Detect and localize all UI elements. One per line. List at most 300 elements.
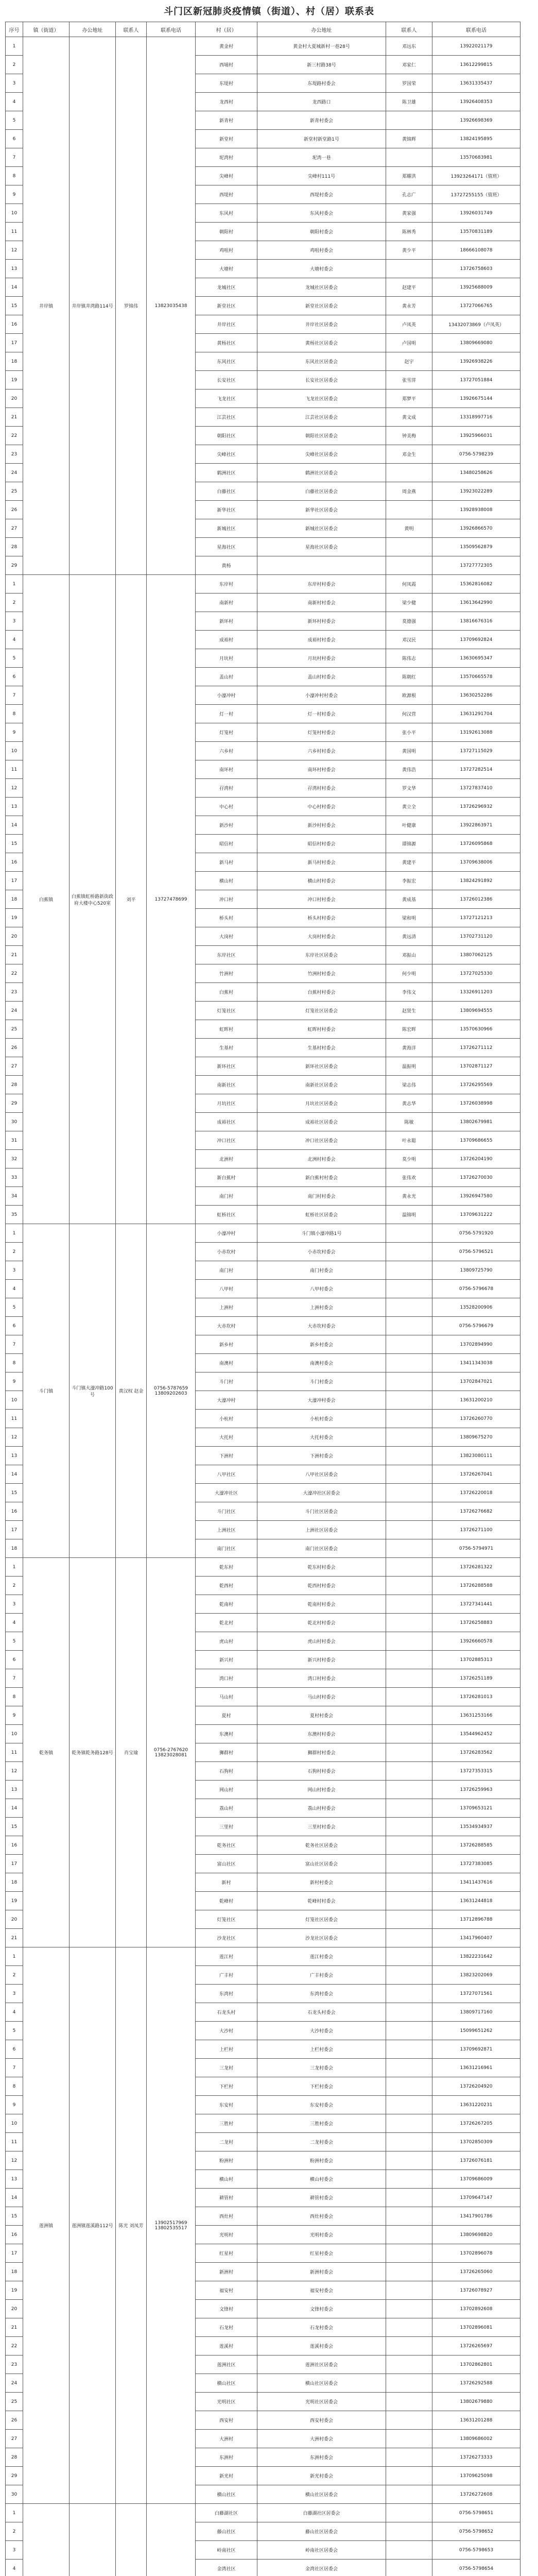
- village-phone: 13411343038: [432, 1354, 520, 1372]
- village-contact: [386, 1335, 432, 1354]
- village-contact: 何汉营: [386, 705, 432, 723]
- village-contact: [386, 1317, 432, 1335]
- row-index: 30: [6, 2485, 23, 2504]
- row-index: 18: [6, 1873, 23, 1892]
- village-phone: 13726272608: [432, 2485, 520, 2504]
- village-address: 中心村村委会: [257, 798, 386, 816]
- village-phone: 13926947580: [432, 1187, 520, 1206]
- village-name: 湾口村: [196, 1669, 257, 1688]
- row-index: 14: [6, 1465, 23, 1484]
- village-name: 乾北村: [196, 1614, 257, 1632]
- town-address: 井岸镇井湾路114号: [70, 37, 116, 575]
- village-phone: 13809698820: [432, 2226, 520, 2244]
- village-contact: 卢凤英: [386, 315, 432, 334]
- row-index: 13: [6, 1447, 23, 1465]
- town-contact: [116, 2504, 147, 2576]
- village-address: 新沙村村委会: [257, 816, 386, 835]
- village-address: 月坑社区居委会: [257, 1094, 386, 1113]
- village-phone: 13809725790: [432, 1261, 520, 1280]
- village-name: 马山村: [196, 1688, 257, 1706]
- row-index: 6: [6, 130, 23, 148]
- village-phone: 13922021179: [432, 37, 520, 56]
- village-address: 上洲社区居委会: [257, 1521, 386, 1539]
- town-name: 井岸镇: [23, 37, 70, 575]
- village-address: 长安社区居委会: [257, 371, 386, 389]
- row-index: 17: [6, 1521, 23, 1539]
- village-address: 冲口村村委会: [257, 890, 386, 909]
- village-phone: 13809694555: [432, 1002, 520, 1020]
- village-contact: [386, 1428, 432, 1447]
- row-index: 4: [6, 93, 23, 111]
- village-contact: [386, 1669, 432, 1688]
- row-index: 3: [6, 2541, 23, 2560]
- village-phone: 13727837410: [432, 779, 520, 798]
- village-address: 新洲村委会: [257, 2263, 386, 2281]
- village-name: 小濠冲村: [196, 1224, 257, 1243]
- village-phone: 13727051884: [432, 371, 520, 389]
- village-address: 上洲村委会: [257, 1298, 386, 1317]
- village-address: 乾东村村委会: [257, 1558, 386, 1577]
- village-phone: 13630252286: [432, 686, 520, 705]
- village-contact: [386, 1818, 432, 1836]
- village-address: 富山社区居委会: [257, 1855, 386, 1873]
- village-name: 沙龙社区: [196, 1929, 257, 1947]
- village-address: 石狗村村委会: [257, 1762, 386, 1781]
- row-index: 15: [6, 2207, 23, 2226]
- village-address: 乾峰村村委会: [257, 1892, 386, 1910]
- village-name: 南新村: [196, 594, 257, 612]
- village-phone: 13702892608: [432, 2300, 520, 2318]
- village-name: 下栏村: [196, 2077, 257, 2096]
- row-index: 7: [6, 686, 23, 705]
- village-phone: 0756-5796678: [432, 1280, 520, 1298]
- row-index: 9: [6, 185, 23, 204]
- village-contact: [386, 1743, 432, 1762]
- row-index: 21: [6, 408, 23, 427]
- row-index: 2: [6, 594, 23, 612]
- row-index: 4: [6, 2003, 23, 2022]
- village-address: 成裕村村委会: [257, 631, 386, 649]
- village-name: 朝阳村: [196, 223, 257, 241]
- village-address: 龙城社区居委会: [257, 278, 386, 297]
- town-address: [70, 2504, 116, 2576]
- village-name: 南澳村: [196, 1354, 257, 1372]
- village-contact: 陈敏: [386, 1113, 432, 1131]
- row-index: 21: [6, 946, 23, 964]
- column-header: 联系人: [386, 22, 432, 37]
- village-address: 新堂社区居委会: [257, 297, 386, 315]
- table-row: [6, 575, 520, 594]
- row-index: 3: [6, 74, 23, 93]
- row-index: 21: [6, 2318, 23, 2337]
- village-contact: [386, 1725, 432, 1743]
- village-address: 大濠冲村委会: [257, 1391, 386, 1410]
- village-address: 虹桥社区居委会: [257, 1206, 386, 1224]
- village-address: 乾南村村委会: [257, 1595, 386, 1614]
- village-phone: 13809717160: [432, 2003, 520, 2022]
- town-phone: 0756-2767620 13823028081: [147, 1558, 196, 1947]
- village-contact: [386, 2096, 432, 2114]
- table-row: [6, 1224, 520, 1243]
- village-address: 东湾村委会: [257, 1985, 386, 2003]
- village-contact: [386, 1354, 432, 1372]
- village-phone: 13726281013: [432, 1688, 520, 1706]
- village-name: 黄金村: [196, 37, 257, 56]
- village-address: 灯笼村村委会: [257, 723, 386, 742]
- village-contact: 罗文华: [386, 779, 432, 798]
- village-contact: [386, 1873, 432, 1892]
- row-index: 14: [6, 278, 23, 297]
- village-address: 下栏村委会: [257, 2077, 386, 2096]
- village-name: 莲江村: [196, 1947, 257, 1966]
- village-phone: 13534934937: [432, 1818, 520, 1836]
- row-index: 20: [6, 1910, 23, 1929]
- row-index: 2: [6, 1966, 23, 1985]
- village-address: 三里村村委会: [257, 1818, 386, 1836]
- town-address: 莲洲镇莲溪路112号: [70, 1947, 116, 2504]
- village-contact: [386, 2467, 432, 2485]
- village-phone: 13709692824: [432, 631, 520, 649]
- village-name: 上栏村: [196, 2040, 257, 2059]
- row-index: 10: [6, 2114, 23, 2133]
- village-contact: 李振宏: [386, 872, 432, 890]
- village-phone: 13726758603: [432, 260, 520, 278]
- village-phone: 13528200906: [432, 1298, 520, 1317]
- row-index: 8: [6, 2077, 23, 2096]
- village-name: 横山社区: [196, 2374, 257, 2393]
- row-index: 29: [6, 2467, 23, 2485]
- village-contact: 赵建平: [386, 278, 432, 297]
- village-phone: 13726038998: [432, 1094, 520, 1113]
- village-phone: 13802679880: [432, 2393, 520, 2411]
- row-index: 2: [6, 1243, 23, 1261]
- village-phone: 13922863971: [432, 816, 520, 835]
- village-phone: 13318997716: [432, 408, 520, 427]
- village-contact: 梁志伟: [386, 1076, 432, 1094]
- village-address: 坭湾一巷: [257, 148, 386, 167]
- village-phone: 0756-5796679: [432, 1317, 520, 1335]
- village-phone: 13709625098: [432, 2467, 520, 2485]
- village-name: 新马村: [196, 853, 257, 872]
- row-index: 1: [6, 37, 23, 56]
- row-index: 10: [6, 204, 23, 223]
- village-address: 新环社区居委会: [257, 1057, 386, 1076]
- village-contact: [386, 2337, 432, 2355]
- village-phone: 13809675270: [432, 1428, 520, 1447]
- village-contact: [386, 2244, 432, 2263]
- village-address: 成裕社区居委会: [257, 1113, 386, 1131]
- village-phone: 13631220231: [432, 2096, 520, 2114]
- row-index: 30: [6, 1113, 23, 1131]
- village-name: 富山社区: [196, 1855, 257, 1873]
- village-name: 福安村: [196, 2281, 257, 2300]
- village-name: 乾东村: [196, 1558, 257, 1577]
- row-index: 5: [6, 2022, 23, 2040]
- row-index: 29: [6, 1094, 23, 1113]
- village-name: 新环村: [196, 612, 257, 631]
- village-contact: [386, 2133, 432, 2151]
- town-address: 斗门镇大濠冲路100号: [70, 1224, 116, 1558]
- village-address: 乾北村村委会: [257, 1614, 386, 1632]
- row-index: 24: [6, 464, 23, 482]
- column-header: 联系电话: [147, 22, 196, 37]
- row-index: 35: [6, 1206, 23, 1224]
- village-name: 二龙村: [196, 2133, 257, 2151]
- village-phone: 13702847021: [432, 1372, 520, 1391]
- row-index: 1: [6, 575, 23, 594]
- village-contact: [386, 2077, 432, 2096]
- village-contact: 陈伟志: [386, 649, 432, 668]
- village-address: 南门村委会: [257, 1261, 386, 1280]
- village-name: 小赤坎村: [196, 1243, 257, 1261]
- village-name: 虹晖村: [196, 1020, 257, 1039]
- village-contact: 邓远东: [386, 37, 432, 56]
- table-body: [6, 37, 520, 2576]
- village-phone: 13926698369: [432, 111, 520, 130]
- village-phone: 13411437616: [432, 1873, 520, 1892]
- row-index: 4: [6, 631, 23, 649]
- village-address: 鸡咀村委会: [257, 241, 386, 260]
- town-contact: 刘平: [116, 575, 147, 1224]
- village-phone: 13192613088: [432, 723, 520, 742]
- row-index: 7: [6, 1335, 23, 1354]
- row-index: 23: [6, 2355, 23, 2374]
- village-name: 大塘村: [196, 260, 257, 278]
- village-name: 小杭村: [196, 1410, 257, 1428]
- town-contact: 陈光 刘凤芳: [116, 1947, 147, 2504]
- village-address: 荔山村村委会: [257, 1799, 386, 1818]
- village-phone: 13702731120: [432, 927, 520, 946]
- village-address: 红星村委会: [257, 2244, 386, 2263]
- village-phone: 13727121213: [432, 909, 520, 927]
- row-index: 8: [6, 1354, 23, 1372]
- row-index: 10: [6, 1725, 23, 1743]
- village-phone: 13570831189: [432, 223, 520, 241]
- village-contact: 黄文成: [386, 408, 432, 427]
- row-index: 28: [6, 538, 23, 556]
- village-name: 新沙村: [196, 816, 257, 835]
- village-contact: [386, 111, 432, 130]
- village-contact: [386, 2114, 432, 2133]
- village-contact: [386, 1781, 432, 1799]
- village-name: 大濠冲村: [196, 1391, 257, 1410]
- village-contact: [386, 1243, 432, 1261]
- village-name: 夏村: [196, 1706, 257, 1725]
- row-index: 25: [6, 2393, 23, 2411]
- village-name: 竹洲村: [196, 964, 257, 983]
- row-index: 5: [6, 111, 23, 130]
- village-address: 粉洲村委会: [257, 2151, 386, 2170]
- village-contact: [386, 2281, 432, 2300]
- village-name: 三龙村: [196, 2059, 257, 2077]
- village-contact: [386, 1947, 432, 1966]
- row-index: 18: [6, 2263, 23, 2281]
- town-contact: 黄汉权 赵金: [116, 1224, 147, 1558]
- village-address: 生基村村委会: [257, 1039, 386, 1057]
- village-address: 新白蕉村村委会: [257, 1168, 386, 1187]
- row-index: 16: [6, 853, 23, 872]
- row-index: 1: [6, 1224, 23, 1243]
- town-phone: [147, 2504, 196, 2576]
- village-contact: [386, 1762, 432, 1781]
- row-index: 4: [6, 1280, 23, 1298]
- village-contact: [386, 1372, 432, 1391]
- village-address: 大塘村委会: [257, 260, 386, 278]
- village-address: 莲溪村委会: [257, 2337, 386, 2355]
- village-name: 大托村: [196, 1428, 257, 1447]
- row-index: 3: [6, 1261, 23, 1280]
- village-address: 南澳村委会: [257, 1354, 386, 1372]
- village-contact: [386, 1261, 432, 1280]
- town-phone: 13823035438: [147, 37, 196, 575]
- village-phone: 13709638006: [432, 853, 520, 872]
- village-contact: 黄国明: [386, 742, 432, 760]
- village-phone: 13544962452: [432, 1725, 520, 1743]
- village-address: 东风社区居委会: [257, 352, 386, 371]
- village-contact: 梁和明: [386, 909, 432, 927]
- village-address: 黄金村大夏城新村一巷28号: [257, 37, 386, 56]
- village-contact: [386, 1632, 432, 1651]
- row-index: 26: [6, 1039, 23, 1057]
- row-index: 10: [6, 1391, 23, 1410]
- village-name: 虎山村: [196, 1632, 257, 1651]
- village-address: [257, 556, 386, 575]
- row-index: 20: [6, 2300, 23, 2318]
- village-contact: [386, 1410, 432, 1428]
- village-address: 朝阳村委会: [257, 223, 386, 241]
- village-name: 荔山村: [196, 1799, 257, 1818]
- village-name: 新环社区: [196, 1057, 257, 1076]
- village-address: 斗门社区居委会: [257, 1502, 386, 1521]
- row-index: 14: [6, 1799, 23, 1818]
- town-phone: 13902517969 13802535517: [147, 1947, 196, 2504]
- village-contact: 莫德强: [386, 612, 432, 631]
- village-phone: 13727066765: [432, 297, 520, 315]
- village-address: 灯笼社区居委会: [257, 1002, 386, 1020]
- village-phone: 13712896788: [432, 1910, 520, 1929]
- village-contact: 郑耀洪: [386, 167, 432, 185]
- village-name: 新城社区: [196, 519, 257, 538]
- row-index: 8: [6, 705, 23, 723]
- row-index: 19: [6, 909, 23, 927]
- village-phone: 15099651262: [432, 2022, 520, 2040]
- village-name: 新洲村: [196, 2263, 257, 2281]
- column-header: 镇（街道）: [23, 22, 70, 37]
- village-name: 灯笼社区: [196, 1002, 257, 1020]
- table-row: [6, 37, 520, 56]
- village-contact: 黄明: [386, 519, 432, 538]
- row-index: 18: [6, 352, 23, 371]
- village-name: 八甲社区: [196, 1465, 257, 1484]
- village-address: 网山村村委会: [257, 1781, 386, 1799]
- village-phone: 13727255155（值班）: [432, 185, 520, 204]
- village-address: 虹晖村村委会: [257, 1020, 386, 1039]
- row-index: 27: [6, 2430, 23, 2448]
- village-name: 大濠冲社区: [196, 1484, 257, 1502]
- village-phone: 13726251189: [432, 1669, 520, 1688]
- row-index: 5: [6, 1632, 23, 1651]
- village-name: 白藤社区: [196, 482, 257, 501]
- village-name: 横山社区: [196, 2485, 257, 2504]
- village-contact: [386, 1614, 432, 1632]
- village-name: 小濠冲村: [196, 686, 257, 705]
- village-address: 大赤坎村委会: [257, 1317, 386, 1335]
- village-phone: 13726076181: [432, 2151, 520, 2170]
- row-index: 29: [6, 556, 23, 575]
- village-phone: 13417960407: [432, 1929, 520, 1947]
- row-index: 13: [6, 1781, 23, 1799]
- town-name: 乾务镇: [23, 1558, 70, 1947]
- village-name: 新华社区: [196, 501, 257, 519]
- village-name: 井岸社区: [196, 315, 257, 334]
- village-address: 南门社区居委会: [257, 1539, 386, 1558]
- row-index: 14: [6, 2189, 23, 2207]
- village-phone: 13823080111: [432, 1447, 520, 1465]
- village-contact: 郑梦平: [386, 389, 432, 408]
- village-address: 白藤社区居委会: [257, 482, 386, 501]
- village-contact: [386, 1484, 432, 1502]
- village-name: 西堤村: [196, 185, 257, 204]
- village-name: 东风社区: [196, 352, 257, 371]
- row-index: 25: [6, 1020, 23, 1039]
- village-address: 新兴村村委会: [257, 1651, 386, 1669]
- village-phone: 13816676316: [432, 612, 520, 631]
- village-phone: 13509562879: [432, 538, 520, 556]
- village-contact: [386, 1799, 432, 1818]
- village-contact: [386, 1465, 432, 1484]
- village-phone: 13926675144: [432, 389, 520, 408]
- village-contact: [386, 2430, 432, 2448]
- village-phone: 13709686655: [432, 1131, 520, 1150]
- village-name: 月坑社区: [196, 1094, 257, 1113]
- village-address: 新青村委会: [257, 111, 386, 130]
- village-phone: 13726078927: [432, 2281, 520, 2300]
- village-name: 横山村: [196, 2170, 257, 2189]
- row-index: 1: [6, 2504, 23, 2522]
- village-name: 尖峰村: [196, 167, 257, 185]
- village-phone: 13709647147: [432, 2189, 520, 2207]
- town-name: 白蕉镇: [23, 575, 70, 1224]
- row-index: 12: [6, 1762, 23, 1781]
- row-index: 17: [6, 1855, 23, 1873]
- village-name: 上洲社区: [196, 1521, 257, 1539]
- village-contact: [386, 1651, 432, 1669]
- village-contact: 邓家仁: [386, 56, 432, 74]
- village-name: 黄杨社区: [196, 334, 257, 352]
- village-name: 龙城社区: [196, 278, 257, 297]
- village-name: 三胜村: [196, 2114, 257, 2133]
- village-name: 横山村: [196, 872, 257, 890]
- village-address: 飞龙社区居委会: [257, 389, 386, 408]
- village-contact: [386, 2374, 432, 2393]
- town-name: 斗门镇: [23, 1224, 70, 1558]
- row-index: 11: [6, 2133, 23, 2151]
- column-header: 办公地址: [70, 22, 116, 37]
- row-index: 9: [6, 1706, 23, 1725]
- row-index: 24: [6, 1002, 23, 1020]
- village-contact: 张小平: [386, 723, 432, 742]
- village-contact: [386, 1224, 432, 1243]
- village-address: 新乡村委会: [257, 1335, 386, 1354]
- row-index: 16: [6, 1502, 23, 1521]
- village-phone: 13727353315: [432, 1762, 520, 1781]
- village-address: 小赤坎村委会: [257, 1243, 386, 1261]
- row-index: 3: [6, 1595, 23, 1614]
- village-name: 龙西村: [196, 93, 257, 111]
- village-phone: 13726288585: [432, 1836, 520, 1855]
- row-index: 13: [6, 798, 23, 816]
- village-contact: [386, 1521, 432, 1539]
